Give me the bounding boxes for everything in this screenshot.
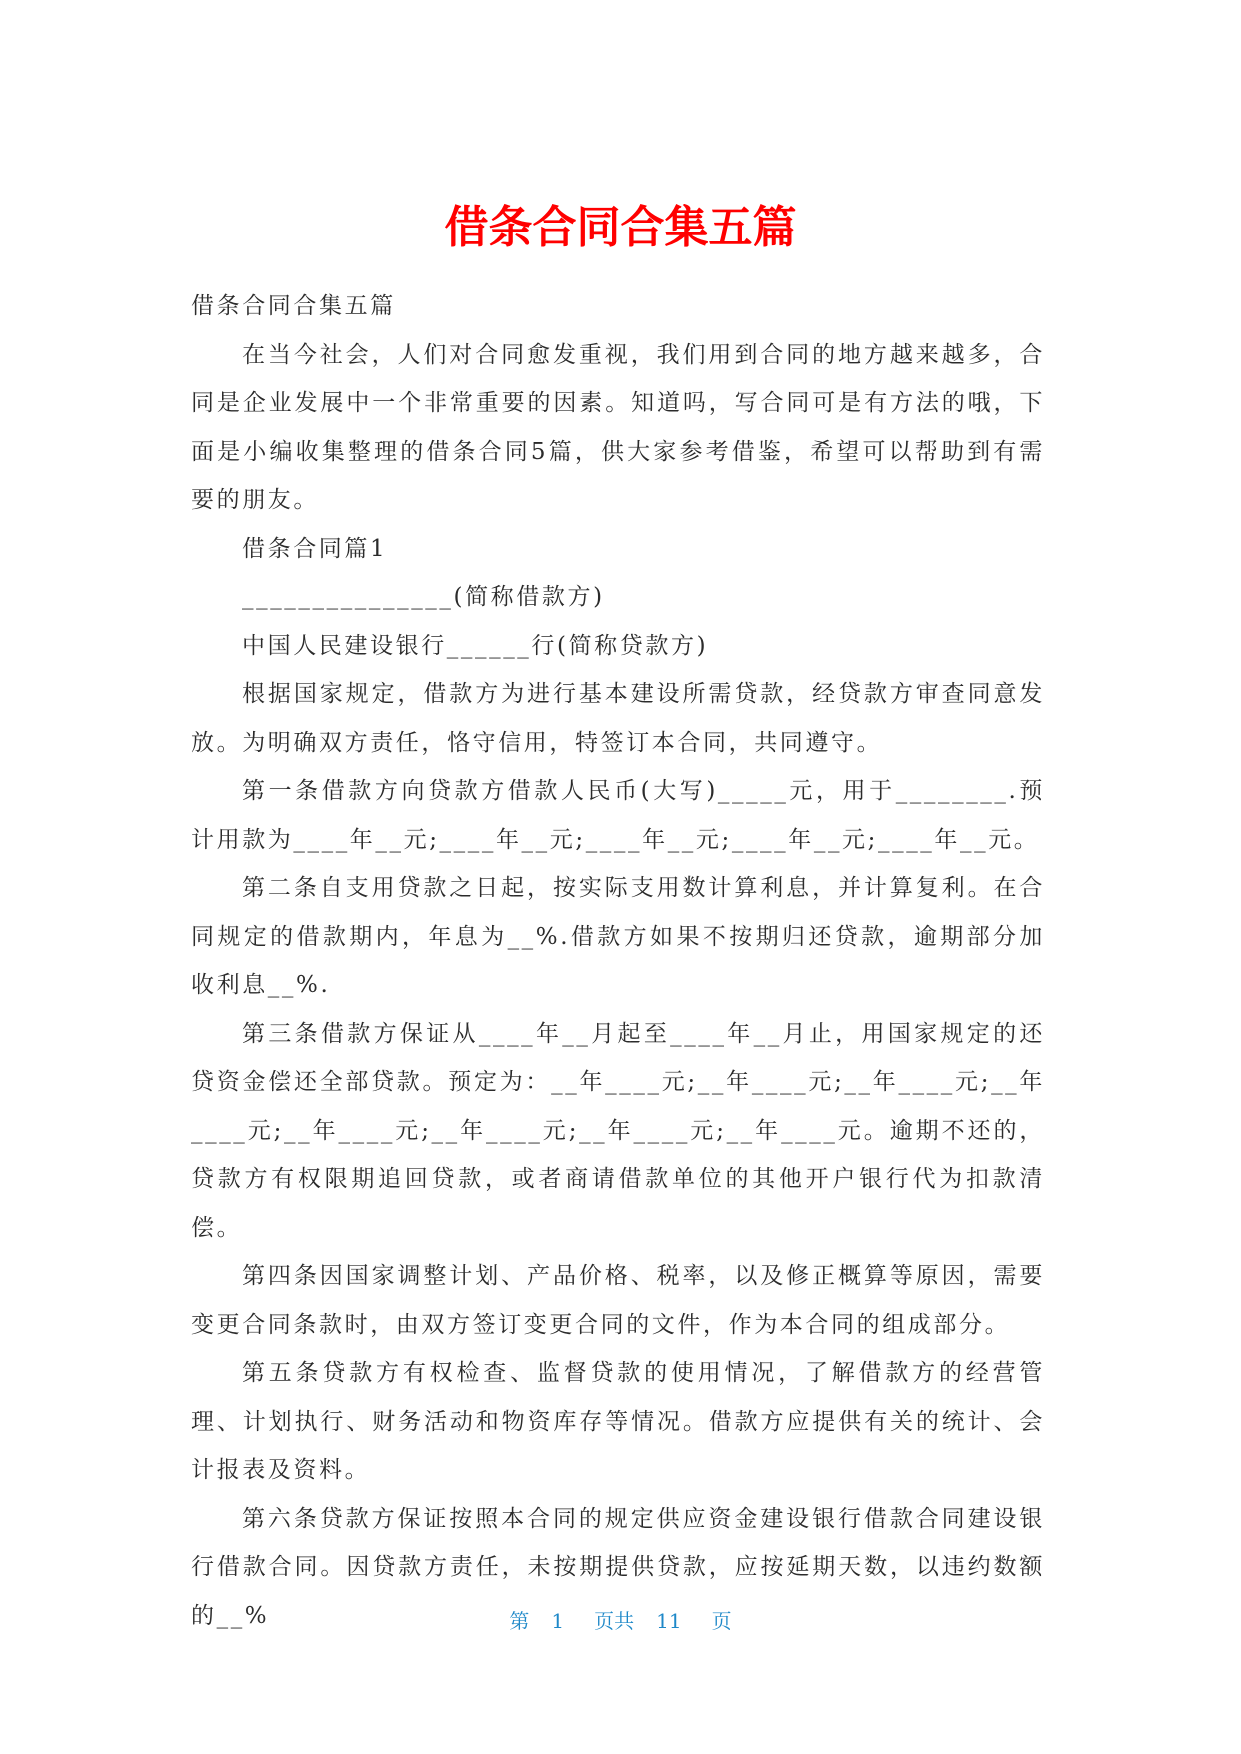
paragraph: _______________(简称借款方) — [242, 584, 605, 610]
paragraph: 第二条自支用贷款之日起，按实际支用数计算利息，并计算复利。在合同规定的借款期内，年息为__%.借款方如果不按期归还贷款，逾期部分加收利息__%. — [191, 875, 1045, 998]
footer-of-label: 页共 — [594, 1609, 635, 1633]
section-heading: 借条合同篇1 — [242, 535, 388, 562]
paragraph: 第三条借款方保证从____年__月起至____年__月止，用国家规定的还贷资金偿还全部贷款。预定为：__年____元;__年____元;__年____元;__年____元;__年____元;__年____元;__年____元;__年____元。逾期不还的，贷款方有权限期追回贷款，或者商请借款单位的其他开户银行代为扣款清偿。 — [191, 1020, 1045, 1241]
paragraph: 第六条贷款方保证按照本合同的规定供应资金建设银行借款合同建设银行借款合同。因贷款方责任，未按期提供贷款，应按延期天数，以违约数额的__% — [191, 1505, 1045, 1629]
paragraph: 借条合同合集五篇 — [191, 293, 396, 319]
paragraph: 第一条借款方向贷款方借款人民币(大写)_____元，用于________.预计用款为____年__元;____年__元;____年__元;____年__元;____年__元。 — [191, 778, 1045, 853]
document-body — [191, 282, 1045, 1640]
document-title: 借条合同合集五篇 — [444, 202, 797, 253]
footer-page-suffix: 页 — [711, 1609, 732, 1633]
footer-total-pages: 11 — [656, 1609, 682, 1633]
page-footer — [0, 1607, 1241, 1635]
paragraph: 第四条因国家调整计划、产品价格、税率，以及修正概算等原因，需要变更合同条款时，由双方签订变更合同的文件，作为本合同的组成部分。 — [191, 1263, 1045, 1338]
paragraph: 在当今社会，人们对合同愈发重视，我们用到合同的地方越来越多，合同是企业发展中一个非常重要的因素。知道吗，写合同可是有方法的哦，下面是小编收集整理的借条合同5篇，供大家参考借鉴，希望可以帮助到有需要的朋友。 — [191, 341, 1045, 513]
footer-page-number: 1 — [551, 1609, 565, 1633]
paragraph: 第五条贷款方有权检查、监督贷款的使用情况，了解借款方的经营管理、计划执行、财务活动和物资库存等情况。借款方应提供有关的统计、会计报表及资料。 — [191, 1360, 1045, 1483]
paragraph: 中国人民建设银行______行(简称贷款方) — [242, 632, 709, 659]
footer-page-label: 第 — [509, 1609, 530, 1633]
paragraph: 根据国家规定，借款方为进行基本建设所需贷款，经贷款方审查同意发放。为明确双方责任，恪守信用，特签订本合同，共同遵守。 — [191, 681, 1045, 756]
